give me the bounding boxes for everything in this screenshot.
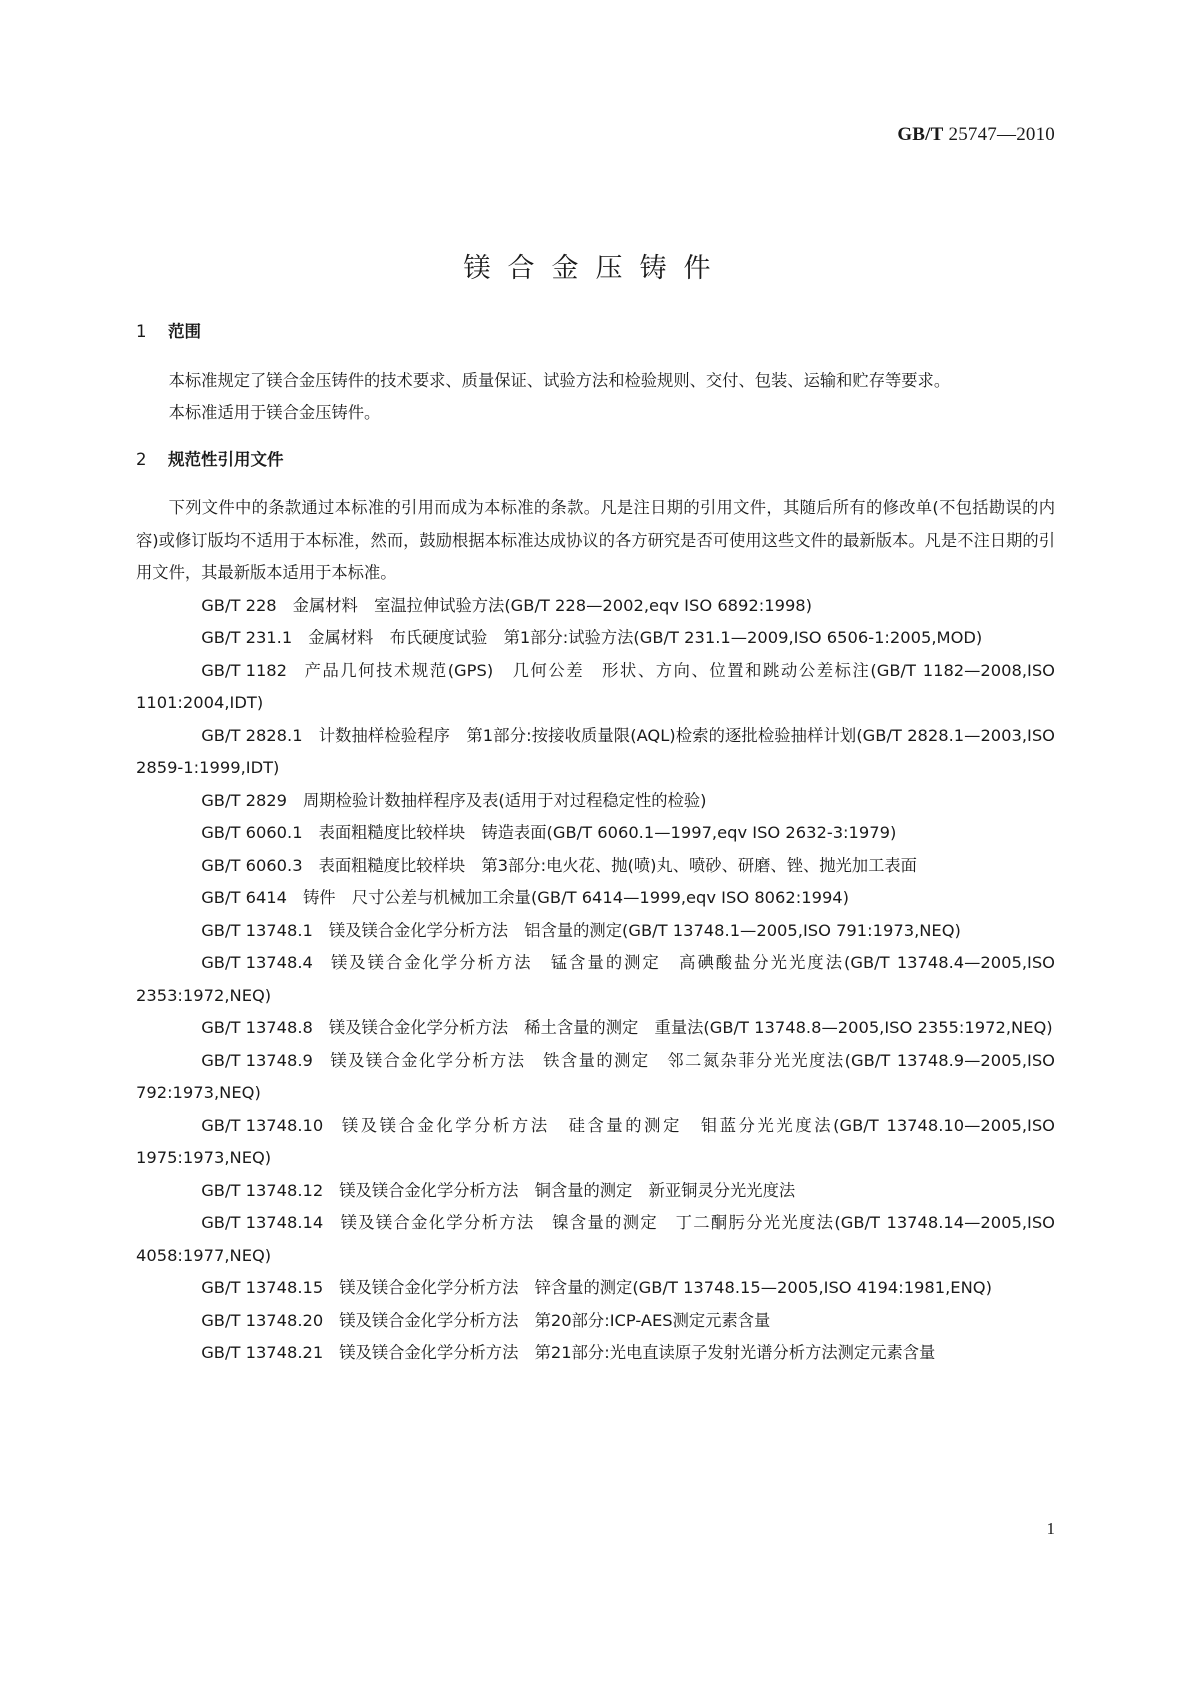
reference-item: [136, 720, 1055, 785]
paragraph: 下列文件中的条款通过本标准的引用而成为本标准的条款。凡是注日期的引用文件，其随后所有的修改单(不包括勘误的内容)或修订版均不适用于本标准，然而，鼓励根据本标准达成协议的各方研究是否可使用这些文件的最新版本。凡是不注日期的引用文件，其最新版本适用于本标准。: [136, 498, 1055, 582]
reference-item: [136, 1045, 1055, 1110]
reference-item: [136, 882, 1055, 915]
reference-title: 镁及镁合金化学分析方法 镍含量的测定 丁二酮肟分光光度法(GB/T 13748.14—2005,ISO 4058:1977,NEQ): [136, 1213, 1055, 1265]
standard-number: [897, 124, 1055, 146]
reference-title: 镁及镁合金化学分析方法 锌含量的测定(GB/T 13748.15—2005,ISO 4194:1981,ENQ): [339, 1278, 992, 1297]
reference-code: GB/T 13748.8: [201, 1018, 313, 1037]
reference-item: [136, 1337, 1055, 1370]
section-heading-scope: [136, 316, 1055, 349]
reference-code: GB/T 13748.14: [201, 1213, 324, 1232]
reference-title: 镁及镁合金化学分析方法 铁含量的测定 邻二氮杂菲分光光度法(GB/T 13748.9—2005,ISO 792:1973,NEQ): [136, 1050, 1055, 1102]
reference-item: [136, 622, 1055, 655]
section-title: 范围: [168, 322, 201, 341]
reference-item: [136, 590, 1055, 623]
reference-code: GB/T 13748.4: [201, 953, 313, 972]
reference-title: 镁及镁合金化学分析方法 铝含量的测定(GB/T 13748.1—2005,ISO 791:1973,NEQ): [328, 920, 961, 940]
reference-item: [136, 1207, 1055, 1272]
reference-title: 镁及镁合金化学分析方法 稀土含量的测定 重量法(GB/T 13748.8—2005,ISO 2355:1972,NEQ): [328, 1018, 1053, 1037]
reference-item: [136, 1305, 1055, 1338]
reference-item: [136, 1012, 1055, 1045]
reference-code: GB/T 2829: [201, 790, 288, 810]
reference-code: GB/T 13748.20: [201, 1310, 324, 1330]
paragraph: 本标准规定了镁合金压铸件的技术要求、质量保证、试验方法和检验规则、交付、包装、运输和贮存等要求。: [168, 370, 951, 390]
reference-code: GB/T 13748.21: [201, 1343, 324, 1362]
reference-code: GB/T 2828.1: [201, 725, 303, 745]
reference-item: [136, 947, 1055, 1012]
reference-title: 镁及镁合金化学分析方法 第21部分:光电直读原子发射光谱分析方法测定元素含量: [339, 1343, 936, 1362]
section-number: 1: [136, 322, 147, 341]
reference-code: GB/T 13748.12: [201, 1180, 324, 1200]
reference-title: 镁及镁合金化学分析方法 锰含量的测定 高碘酸盐分光光度法(GB/T 13748.4—2005,ISO 2353:1972,NEQ): [136, 953, 1055, 1005]
reference-code: GB/T 1182: [201, 660, 288, 680]
reference-code: GB/T 13748.10: [201, 1115, 324, 1135]
reference-title: 镁及镁合金化学分析方法 硅含量的测定 钼蓝分光光度法(GB/T 13748.10—2005,ISO 1975:1973,NEQ): [136, 1115, 1055, 1167]
reference-title: 周期检验计数抽样程序及表(适用于对过程稳定性的检验): [303, 790, 707, 810]
reference-code: GB/T 228: [201, 595, 277, 615]
document-title: 镁合金压铸件: [463, 253, 728, 285]
reference-code: GB/T 6060.1: [201, 823, 303, 842]
reference-item: [136, 915, 1055, 948]
reference-item: [136, 1272, 1055, 1305]
standard-code: 25747—2010: [948, 124, 1055, 145]
reference-code: GB/T 13748.9: [201, 1050, 313, 1070]
reference-list: [136, 590, 1055, 1370]
reference-title: 计数抽样检验程序 第1部分:按接收质量限(AQL)检索的逐批检验抽样计划(GB/T 2828.1—2003,ISO 2859-1:1999,IDT): [136, 725, 1055, 777]
section-number: 2: [136, 449, 147, 469]
section-title: 规范性引用文件: [168, 449, 284, 469]
reference-title: 金属材料 布氏硬度试验 第1部分:试验方法(GB/T 231.1—2009,ISO 6506-1:2005,MOD): [308, 628, 983, 647]
reference-item: [136, 1175, 1055, 1208]
reference-code: GB/T 6414: [201, 888, 288, 907]
document-body: [136, 316, 1055, 1370]
reference-title: 表面粗糙度比较样块 第3部分:电火花、抛(喷)丸、喷砂、研磨、锉、抛光加工表面: [318, 855, 917, 875]
reference-item: [136, 785, 1055, 818]
reference-code: GB/T 6060.3: [201, 855, 303, 875]
reference-code: GB/T 13748.15: [201, 1278, 324, 1297]
reference-title: 表面粗糙度比较样块 铸造表面(GB/T 6060.1—1997,eqv ISO 2632-3:1979): [318, 823, 897, 842]
reference-code: GB/T 231.1: [201, 628, 293, 647]
reference-item: [136, 850, 1055, 883]
section-heading-normative-references: [136, 444, 1055, 477]
reference-item: [136, 817, 1055, 850]
reference-item: [136, 655, 1055, 720]
reference-title: 镁及镁合金化学分析方法 第20部分:ICP-AES测定元素含量: [339, 1310, 771, 1330]
standard-prefix: GB/T: [897, 124, 944, 145]
reference-title: 铸件 尺寸公差与机械加工余量(GB/T 6414—1999,eqv ISO 8062:1994): [303, 888, 850, 907]
reference-title: 产品几何技术规范(GPS) 几何公差 形状、方向、位置和跳动公差标注(GB/T 1182—2008,ISO 1101:2004,IDT): [136, 660, 1055, 712]
paragraph: 本标准适用于镁合金压铸件。: [168, 403, 381, 422]
page-number: 1: [1046, 1519, 1055, 1538]
reference-item: [136, 1110, 1055, 1175]
reference-title: 金属材料 室温拉伸试验方法(GB/T 228—2002,eqv ISO 6892:1998): [292, 595, 813, 615]
reference-title: 镁及镁合金化学分析方法 铜含量的测定 新亚铜灵分光光度法: [339, 1180, 796, 1200]
reference-code: GB/T 13748.1: [201, 920, 313, 940]
